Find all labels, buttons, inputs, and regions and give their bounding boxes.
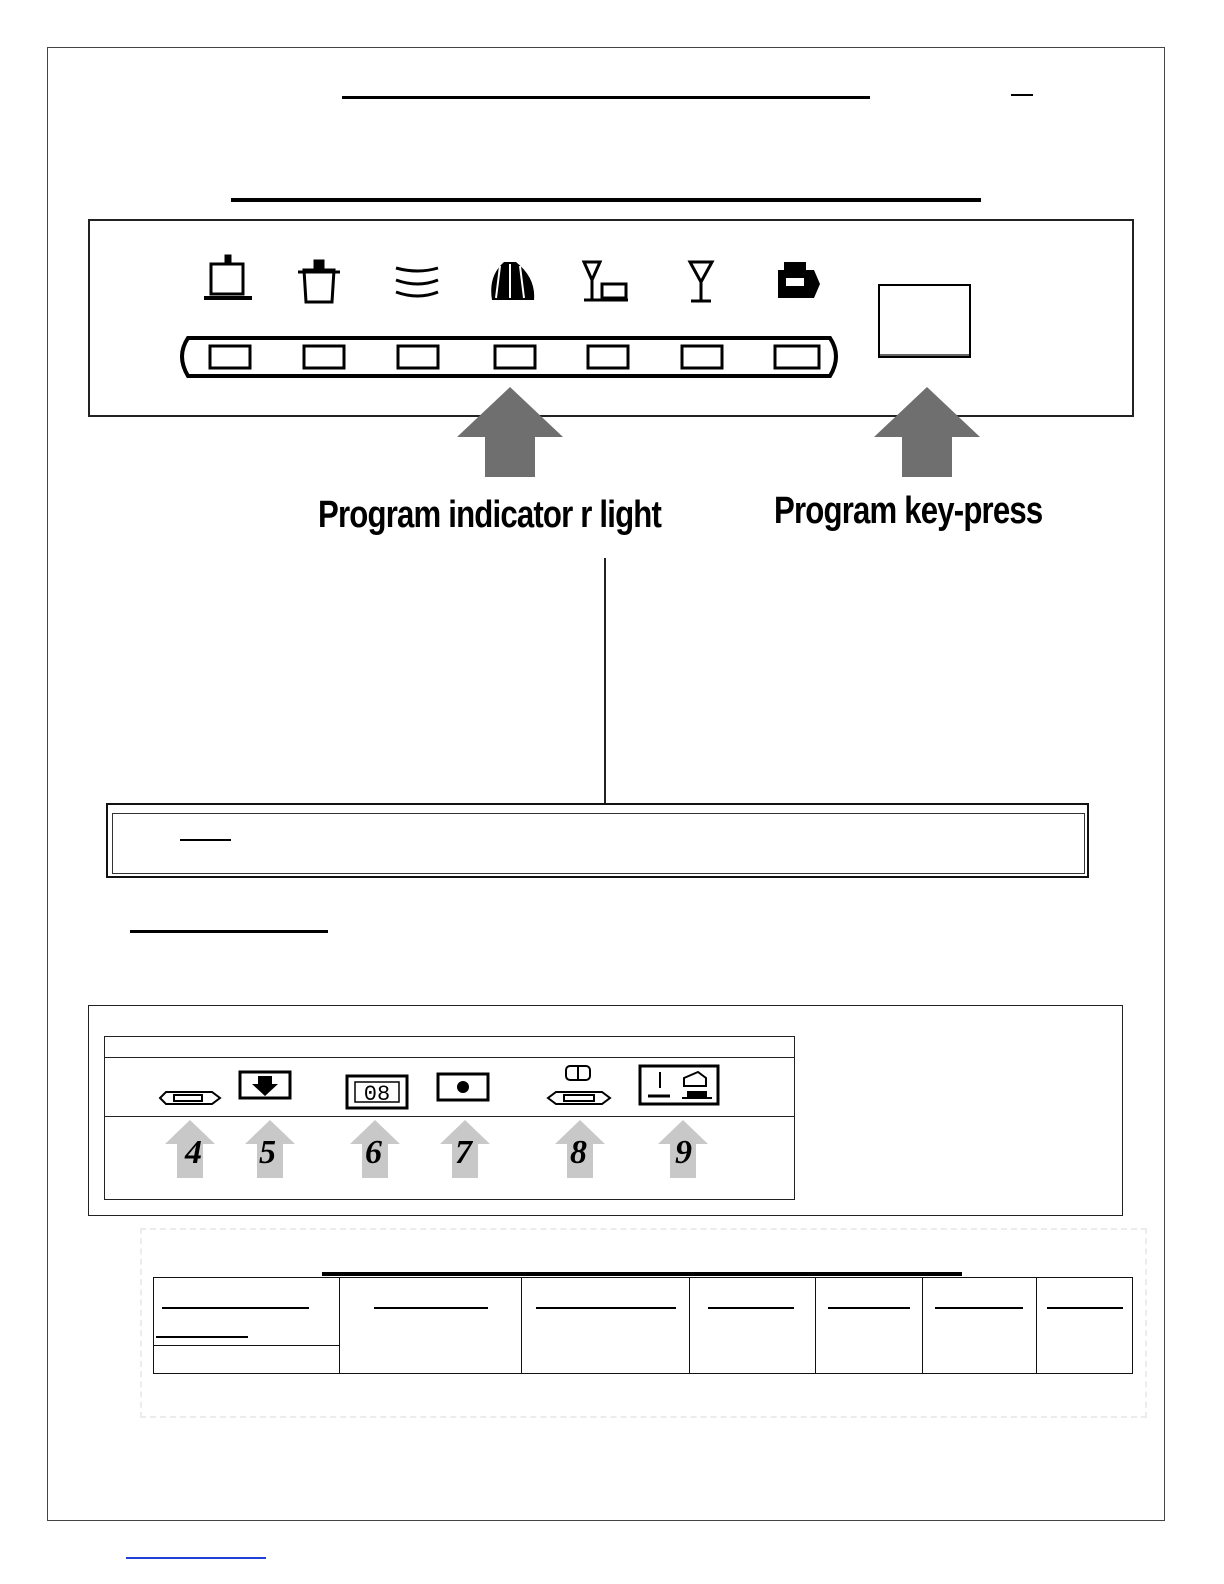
display-panel-mid-divider: [104, 1116, 794, 1117]
glass-dish-icon: [584, 262, 628, 300]
program-table-title-underline: [322, 1272, 962, 1276]
page-number-underline: [1011, 94, 1033, 96]
display-callout-arrows: [165, 1118, 725, 1180]
indicator-light-label: Program indicator r light: [318, 494, 662, 536]
table-cell: [522, 1278, 690, 1374]
callout-number-9: 9: [675, 1134, 692, 1171]
note-box-inner: [112, 813, 1085, 874]
subheading-underline: [130, 930, 328, 933]
table-row: [154, 1278, 1133, 1374]
table-cell: [690, 1278, 816, 1374]
callout-number-5: 5: [259, 1134, 276, 1171]
eco-plates-icon: [396, 268, 438, 296]
indicator-light-6: [682, 346, 722, 368]
program-table: [153, 1277, 1133, 1374]
indicator-light-2: [304, 346, 344, 368]
callout-number-7: 7: [455, 1134, 472, 1171]
indicator-light-4: [495, 346, 535, 368]
table-cell: [816, 1278, 923, 1374]
note-box: [106, 803, 1089, 878]
note-underline: [180, 839, 231, 841]
section-heading-underline: [231, 198, 981, 202]
callout-number-8: 8: [570, 1134, 587, 1171]
basket-select-icon: [640, 1066, 718, 1104]
normal-pot-icon: [298, 261, 340, 302]
glass-icon: [690, 262, 712, 301]
intensive-pot-icon: [204, 256, 252, 298]
table-cell: [154, 1278, 340, 1374]
indicator-light-bar: [182, 338, 836, 376]
callout-number-4: 4: [185, 1134, 202, 1171]
callout-number-6: 6: [365, 1134, 382, 1171]
indicator-light-3: [398, 346, 438, 368]
display-readout: 08: [363, 1082, 391, 1107]
rapid-shell-icon: [491, 262, 534, 300]
footer-link[interactable]: [126, 1557, 266, 1559]
half-load-icon: [548, 1066, 610, 1104]
indicator-light-7: [775, 346, 819, 368]
program-icons-row: [170, 250, 870, 385]
indicator-light-5: [588, 346, 628, 368]
table-cell: [1037, 1278, 1133, 1374]
column-divider: [604, 558, 606, 804]
program-key-label: Program key-press: [774, 490, 1043, 532]
display-icons-row: [150, 1060, 750, 1116]
table-cell: [923, 1278, 1037, 1374]
indicator-light-1: [210, 346, 250, 368]
indicator-arrow-icon: [455, 385, 565, 480]
salt-indicator-icon: [160, 1092, 220, 1104]
key-arrow-icon: [872, 385, 982, 480]
delay-indicator-icon: [438, 1074, 488, 1100]
table-cell: [340, 1278, 522, 1374]
rinse-aid-icon: [240, 1072, 290, 1098]
prewash-icon: [778, 262, 820, 298]
digital-display: [347, 1076, 407, 1108]
display-panel-top-divider: [104, 1057, 794, 1058]
program-key-button[interactable]: [878, 284, 971, 358]
title-underline: [342, 96, 870, 99]
